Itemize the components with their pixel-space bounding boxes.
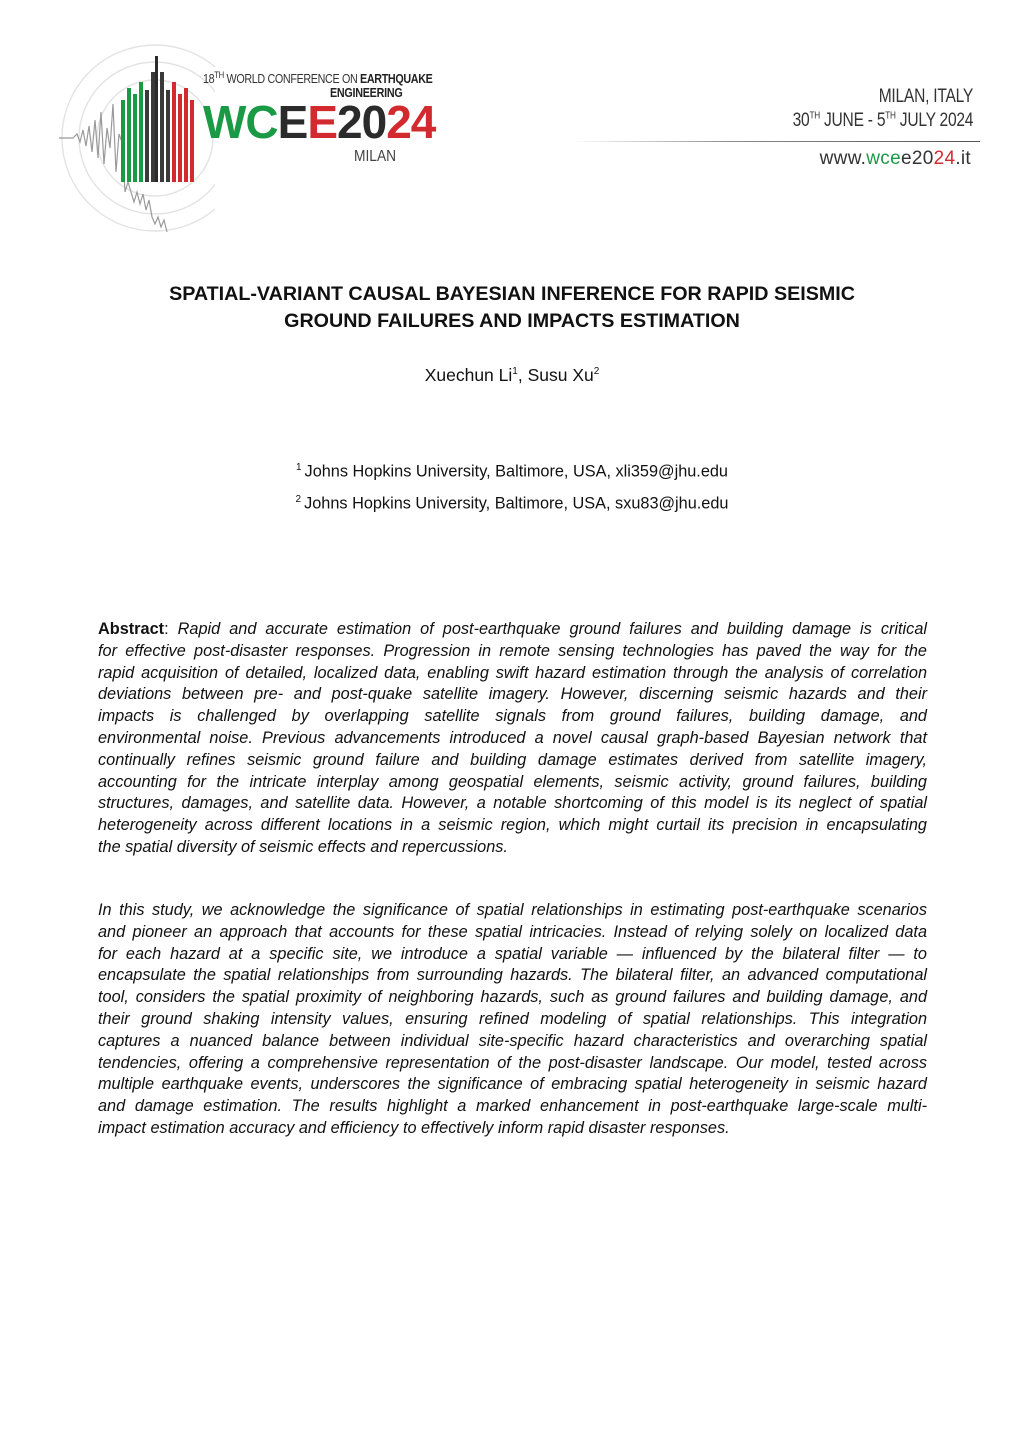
study-line: and damage estimation. The results highlight a marked enhancement in post-earthquake large-scale multi- xyxy=(98,1097,927,1116)
paper-title-line: GROUND FAILURES AND IMPACTS ESTIMATION xyxy=(284,310,740,332)
study-line: In this study, we acknowledge the significance of spatial relationships in estimating post-earthquake scenarios xyxy=(98,901,927,919)
study-line: impact estimation accuracy and efficiency to effectively inform rapid disaster responses. xyxy=(98,1118,730,1137)
study-line: multiple earthquake events, underscores the significance of embracing spatial heterogeneity in seismic hazard xyxy=(98,1075,927,1094)
affiliation-2: $^2$ Johns Hopkins University, Baltimore, USA, sxu83@jhu.edu xyxy=(295,494,729,513)
abstract-line: deviations between pre- and post-quake satellite imagery. However, discerning seismic hazards and their xyxy=(98,685,927,704)
study-paragraph xyxy=(98,900,927,1140)
abstract-line: Abstract: Rapid and accurate estimation of post-earthquake ground failures and building damage is critical xyxy=(98,620,927,638)
wcee2024-wordmark: WCEE2024 xyxy=(203,96,436,148)
logo-city: MILAN xyxy=(354,148,397,165)
venue-city: MILAN, ITALY xyxy=(878,86,973,107)
affiliation-1: $^1$ Johns Hopkins University, Baltimore, USA, xli359@jhu.edu xyxy=(295,462,728,481)
study-line: tool, considers the spatial proximity of neighboring hazards, such as ground failures and building damage, and xyxy=(98,988,927,1007)
abstract-paragraph xyxy=(98,619,927,859)
paper-title xyxy=(90,281,934,335)
study-line: encapsulate the spatial relationships from surrounding hazards. The bilateral filter, an advanced computational xyxy=(98,966,927,985)
study-line: for each hazard at a specific site, we introduce a spatial variable — influenced by the bilateral filter — to xyxy=(98,944,927,963)
conference-url[interactable]: www.wcee2024.it xyxy=(819,148,971,169)
author-name: Xuechun Li xyxy=(424,365,513,385)
study-line: and pioneer an approach that accounts for these spatial intricacies. Instead of relying solely on localized data xyxy=(98,922,927,941)
milan-cathedral-icon xyxy=(117,56,199,182)
abstract-line: for effective post-disaster responses. Progression in remote sensing technologies has paved the way for the xyxy=(98,641,927,660)
author-name: Susu Xu xyxy=(527,365,594,385)
paper-title-line: SPATIAL-VARIANT CAUSAL BAYESIAN INFERENCE FOR RAPID SEISMIC xyxy=(169,283,855,305)
study-line: their ground shaking intensity values, ensuring refined modeling of spatial relationships. This integration xyxy=(98,1009,927,1028)
abstract-line: rapid acquisition of detailed, localized data, enabling swift hazard estimation through the analysis of correlation xyxy=(98,663,927,682)
abstract-line: structures, damages, and satellite data. However, a notable shortcoming of this model is its neglect of spatial xyxy=(98,794,927,813)
abstract-line: accounting for the intricate interplay among geospatial elements, seismic activity, ground failures, building xyxy=(98,772,927,791)
conference-name-line1: 18TH WORLD CONFERENCE ON EARTHQUAKE xyxy=(203,70,433,87)
seismograph-trace xyxy=(59,104,167,232)
abstract-line: continually refines seismic ground failure and building damage estimates derived from satellite imagery, xyxy=(98,750,927,769)
wcee-logo-graphic xyxy=(55,42,215,237)
author-list: Xuechun Li$^1$, Susu Xu$^2$ xyxy=(424,365,600,385)
abstract-line: impacts is challenged by overlapping satellite signals from ground failures, building damage, and xyxy=(98,707,927,726)
conference-dates: 30TH JUNE - 5TH JULY 2024 xyxy=(792,110,973,131)
conference-name-line2: ENGINEERING xyxy=(330,86,403,100)
study-line: captures a nuanced balance between individual site-specific hazard characteristics and overarching spatial xyxy=(98,1031,927,1050)
header-divider xyxy=(570,141,980,142)
abstract-line: environmental noise. Previous advancements introduced a novel causal graph-based Bayesian network that xyxy=(98,728,927,747)
abstract-line: heterogeneity across different locations in a seismic region, which might curtail its precision in encapsulating xyxy=(98,816,927,835)
abstract-label: Abstract xyxy=(98,620,165,638)
abstract-line: the spatial diversity of seismic effects and repercussions. xyxy=(98,837,508,856)
study-line: tendencies, offering a comprehensive representation of the post-disaster landscape. Our model, tested across xyxy=(98,1053,927,1072)
